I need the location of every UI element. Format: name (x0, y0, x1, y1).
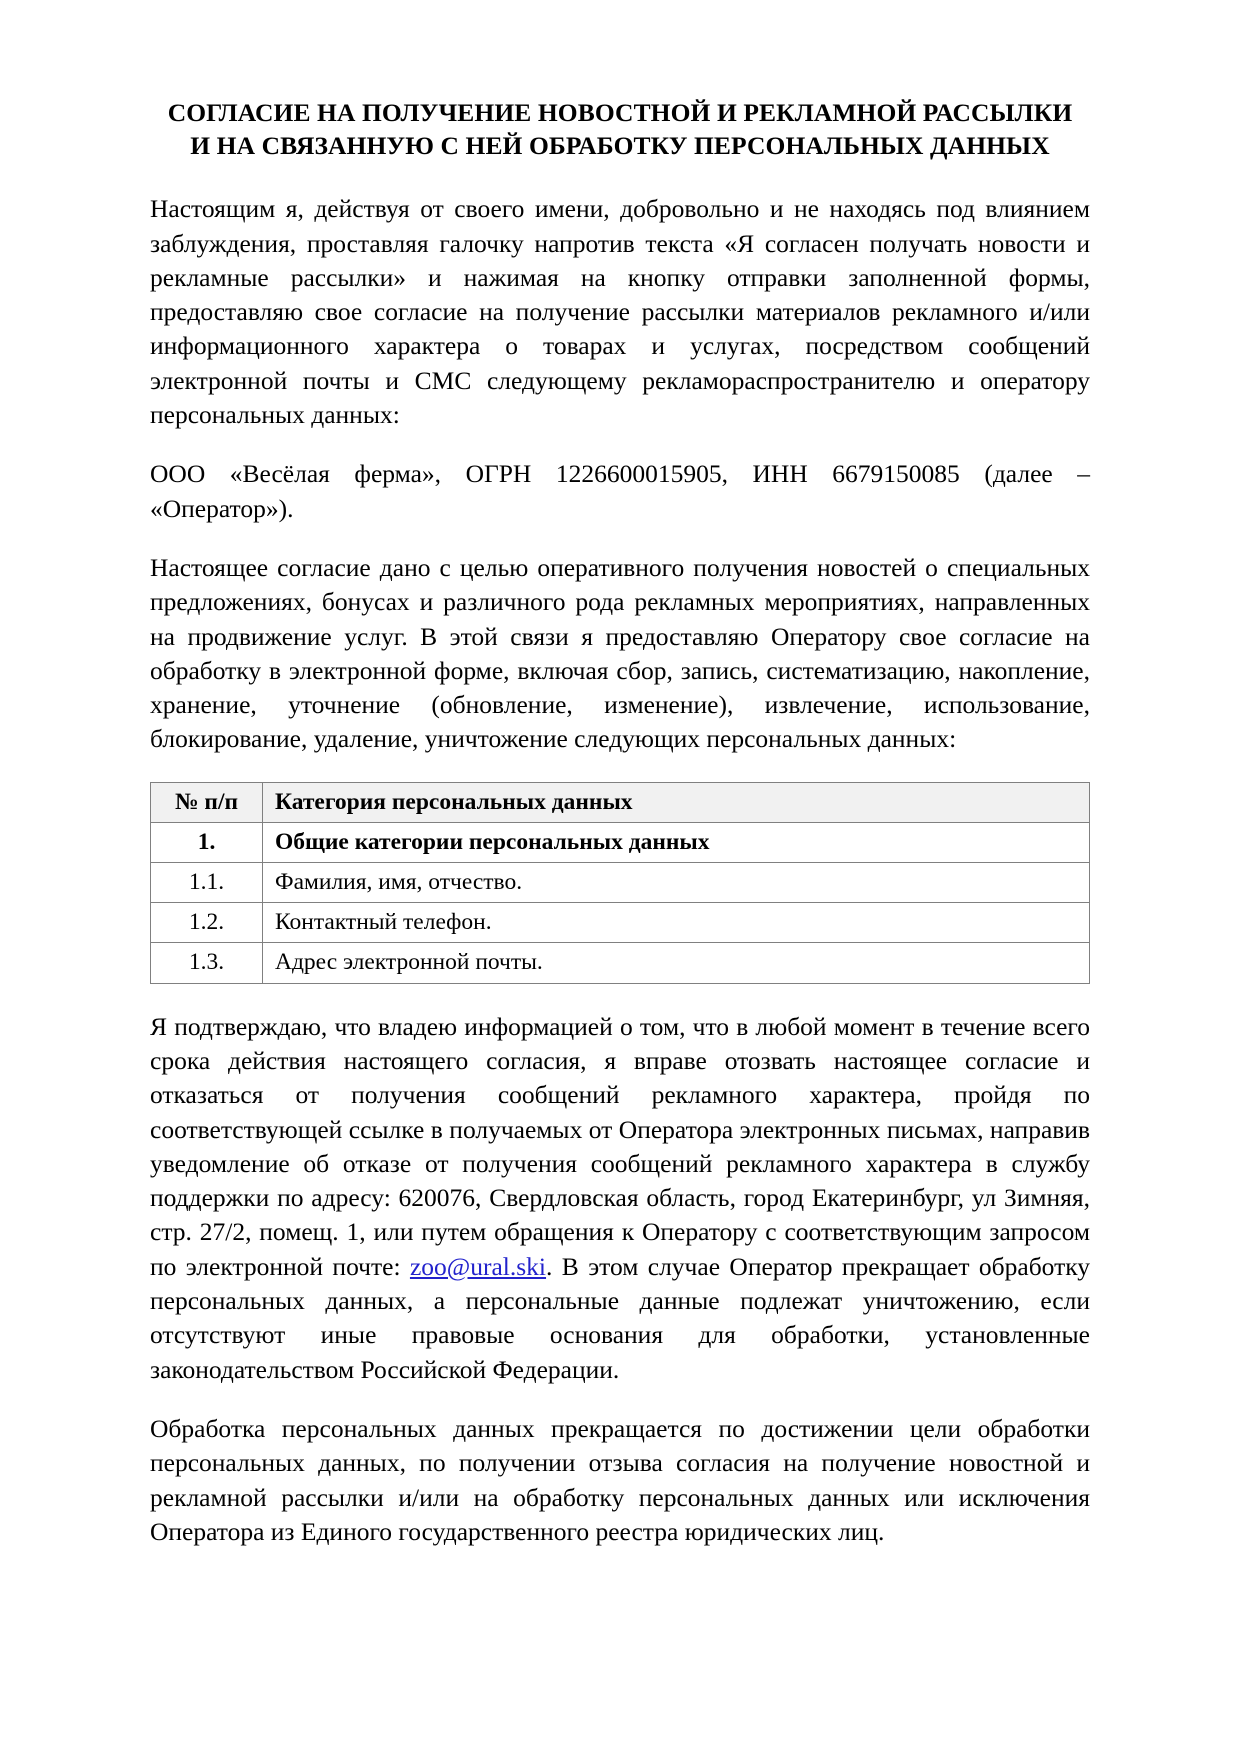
table-cell-num: 1.2. (151, 903, 263, 943)
revocation-text-after-link: . В этом случае Оператор прекращает обработку персональных данных, а персональные данные подлежат уничтожению, если отсутствуют иные правовые основания для обработки, установленные законодательством Российской Федерации. (150, 1251, 1091, 1384)
personal-data-table-wrapper (150, 782, 1090, 984)
table-header-row (151, 782, 1090, 822)
paragraph-termination: Обработка персональных данных прекращается по достижении цели обработки персональных данных, по получении отзыва согласия на получение новостной и рекламной рассылки и/или на обработку персональных данных или исключения Оператора из Единого государственного реестра юридических лиц. (150, 1413, 1090, 1546)
table-cell-category: Адрес электронной почты. (263, 943, 1090, 983)
table-header-num: № п/п (151, 782, 263, 822)
table-row (151, 822, 1090, 862)
table-cell-category: Контактный телефон. (263, 903, 1090, 943)
personal-data-table-body (151, 782, 1090, 983)
table-row (151, 863, 1090, 903)
page-title-line-1: СОГЛАСИЕ НА ПОЛУЧЕНИЕ НОВОСТНОЙ И РЕКЛАМНОЙ РАССЫЛКИ (167, 98, 1073, 127)
page-title-line-2: И НА СВЯЗАННУЮ С НЕЙ ОБРАБОТКУ ПЕРСОНАЛЬНЫХ ДАННЫХ (190, 131, 1050, 161)
revocation-text-before-link: Я подтверждаю, что владею информацией о том, что в любой момент в течение всего срока действия настоящего согласия, я вправе отозвать настоящее согласие и отказаться от получения сообщений рекламного характера, пройдя по соответствующей ссылке в получаемых от Оператора электронных письмах, направив уведомление об отказе от получения сообщений рекламного характера в службу поддержки по адресу: 620076, Свердловская область, город Екатеринбург, ул Зимняя, стр. 27/2, помещ. 1, или путем обращения к Оператору с соответствующим запросом по электронной почте: (150, 1011, 1090, 1281)
page-title (150, 96, 1090, 162)
table-row (151, 903, 1090, 943)
table-cell-num: 1. (151, 822, 263, 862)
paragraph-purpose: Настоящее согласие дано с целью оперативного получения новостей о специальных предложениях, бонусах и различного рода рекламных мероприятиях, направленных на продвижение услуг. В этой связи я предоставляю Оператору свое согласие на обработку в электронной форме, включая сбор, запись, систематизацию, накопление, хранение, уточнение (обновление, изменение), извлечение, использование, блокирование, удаление, уничтожение следующих персональных данных: (150, 552, 1090, 754)
table-cell-category: Общие категории персональных данных (263, 822, 1090, 862)
paragraph-operator: ООО «Весёлая ферма», ОГРН 1226600015905, ИНН 6679150085 (далее – «Оператор»). (150, 459, 1090, 523)
table-cell-category: Фамилия, имя, отчество. (263, 863, 1090, 903)
paragraph-revocation (150, 1010, 1090, 1387)
table-cell-num: 1.1. (151, 863, 263, 903)
table-header-category: Категория персональных данных (263, 782, 1090, 822)
personal-data-table (150, 782, 1090, 984)
paragraph-intro: Настоящим я, действуя от своего имени, добровольно и не находясь под влиянием заблуждения, проставляя галочку напротив текста «Я согласен получать новости и рекламные рассылки» и нажимая на кнопку отправки заполненной формы, предоставляю свое согласие на получение рассылки материалов рекламного и/или информационного характера о товарах и услугах, посредством сообщений электронной почты и СМС следующему рекламораспространителю и оператору персональных данных: (150, 194, 1090, 430)
table-row (151, 943, 1090, 983)
support-email-link[interactable]: zoo@ural.ski (409, 1251, 547, 1281)
table-cell-num: 1.3. (151, 943, 263, 983)
